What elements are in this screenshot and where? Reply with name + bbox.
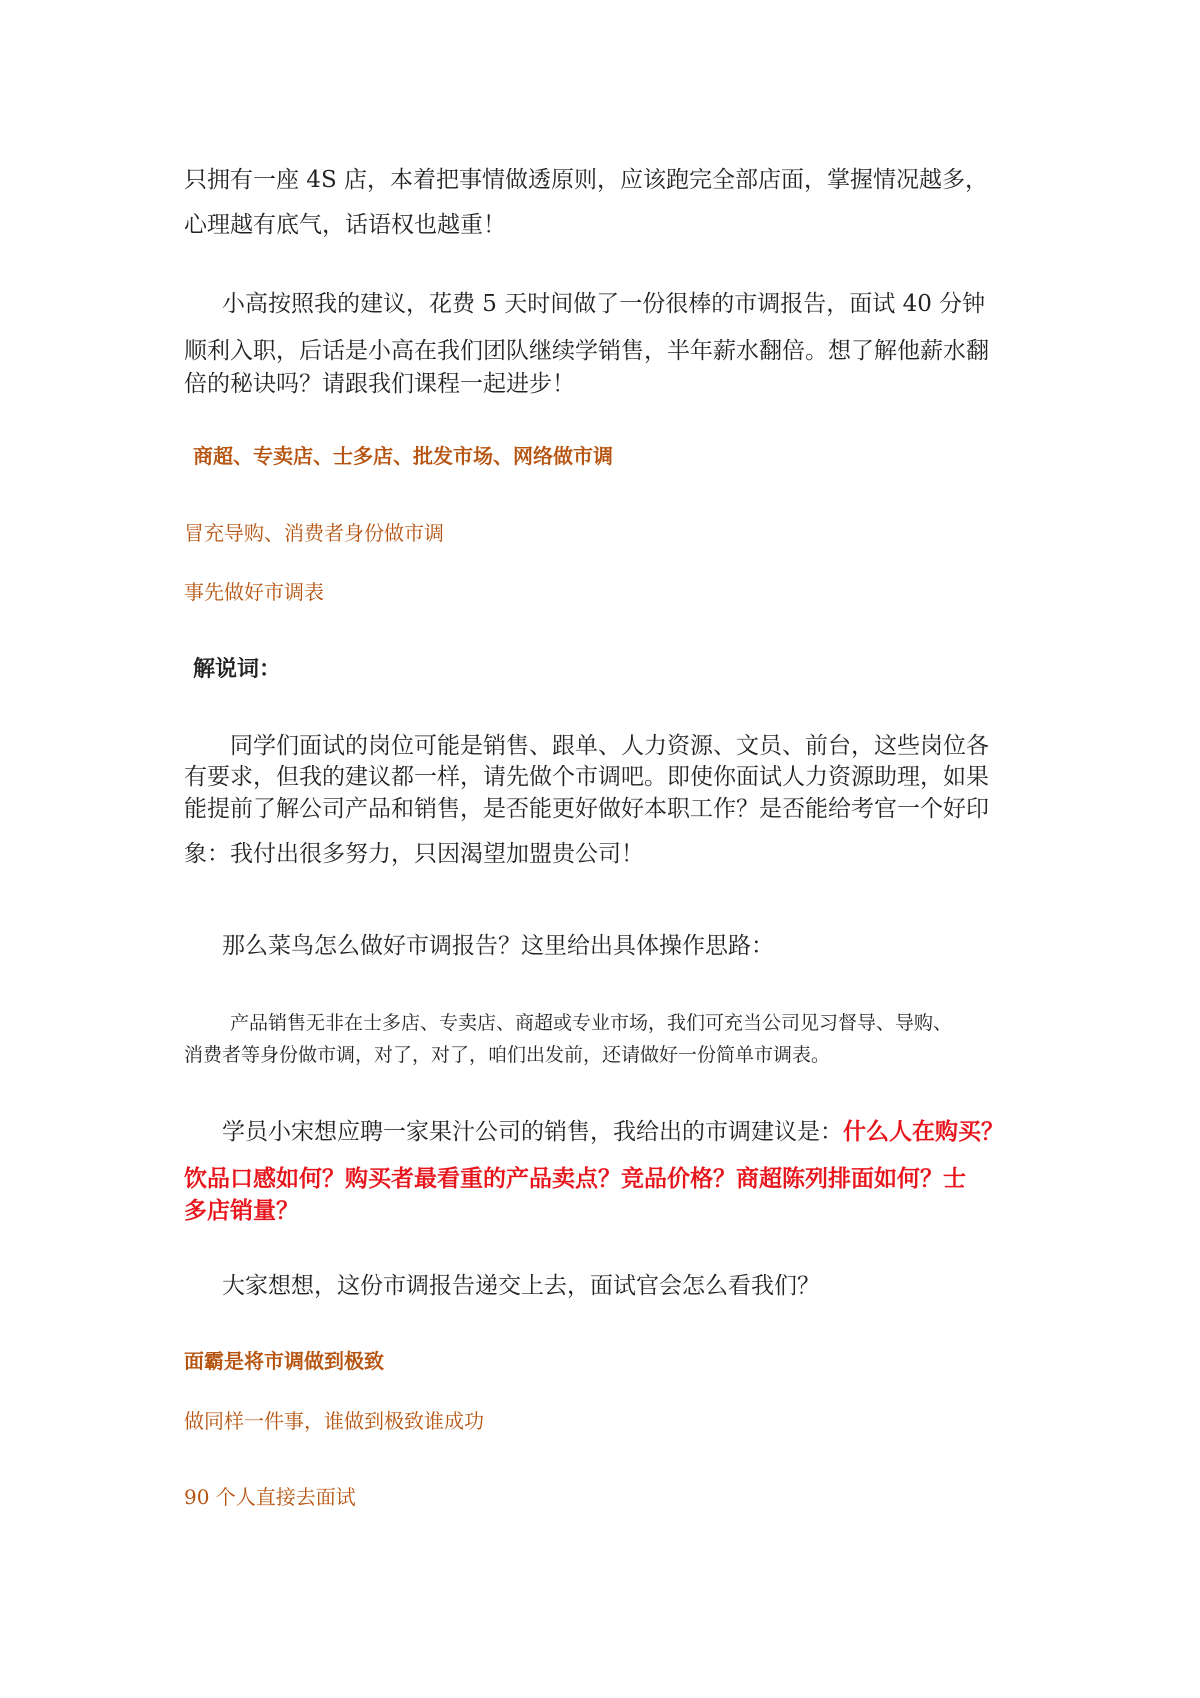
section-heading-market-channels: 商超、专卖店、士多店、批发市场、网络做市调 (193, 444, 613, 468)
section-heading-interview-master: 面霸是将市调做到极致 (184, 1349, 384, 1373)
paragraph-2-line-3: 倍的秘诀吗？请跟我们课程一起进步！ (184, 371, 575, 397)
section-subitem-excellence: 做同样一件事，谁做到极致谁成功 (184, 1409, 484, 1433)
section-subitem-ninety-people: 90 个人直接去面试 (184, 1485, 356, 1509)
paragraph-1-line-2: 心理越有底气，话语权也越重！ (184, 212, 506, 238)
paragraph-6-intro: 学员小宋想应聘一家果汁公司的销售，我给出的市调建议是： (222, 1119, 843, 1145)
paragraph-6-question-1: 什么人在购买？ (843, 1118, 1004, 1145)
paragraph-3-line-3: 能提前了解公司产品和销售，是否能更好做好本职工作？是否能给考官一个好印 (184, 796, 989, 822)
paragraph-6-line-3: 多店销量？ (184, 1197, 299, 1224)
paragraph-3-line-4: 象：我付出很多努力，只因渴望加盟贵公司！ (184, 841, 644, 867)
paragraph-3-line-2: 有要求，但我的建议都一样，请先做个市调吧。即使你面试人力资源助理，如果 (184, 764, 989, 790)
paragraph-7-line-1: 大家想想，这份市调报告递交上去，面试官会怎么看我们？ (222, 1273, 820, 1299)
paragraph-6-line-2: 饮品口感如何？购买者最看重的产品卖点？竞品价格？商超陈列排面如何？士 (184, 1165, 966, 1192)
paragraph-4-line-1: 那么菜鸟怎么做好市调报告？这里给出具体操作思路： (222, 933, 774, 959)
paragraph-2-line-2: 顺利入职，后话是小高在我们团队继续学销售，半年薪水翻倍。想了解他薪水翻 (184, 338, 989, 364)
paragraph-5-line-2: 消费者等身份做市调，对了，对了，咱们出发前，还请做好一份简单市调表。 (184, 1044, 831, 1066)
paragraph-1-line-1: 只拥有一座 4S 店，本着把事情做透原则，应该跑完全部店面，掌握情况越多， (184, 167, 989, 193)
section-subitem-survey-form: 事先做好市调表 (184, 580, 324, 604)
section-subitem-disguise: 冒充导购、消费者身份做市调 (184, 521, 444, 545)
paragraph-2-line-1: 小高按照我的建议，花费 5 天时间做了一份很棒的市调报告，面试 40 分钟 (222, 291, 986, 317)
paragraph-5-line-1: 产品销售无非在士多店、专卖店、商超或专业市场，我们可充当公司见习督导、导购、 (230, 1012, 953, 1034)
paragraph-3-line-1: 同学们面试的岗位可能是销售、跟单、人力资源、文员、前台，这些岗位各 (230, 733, 989, 759)
explanation-heading: 解说词： (193, 656, 282, 682)
paragraph-6-line-1 (222, 1118, 1004, 1146)
